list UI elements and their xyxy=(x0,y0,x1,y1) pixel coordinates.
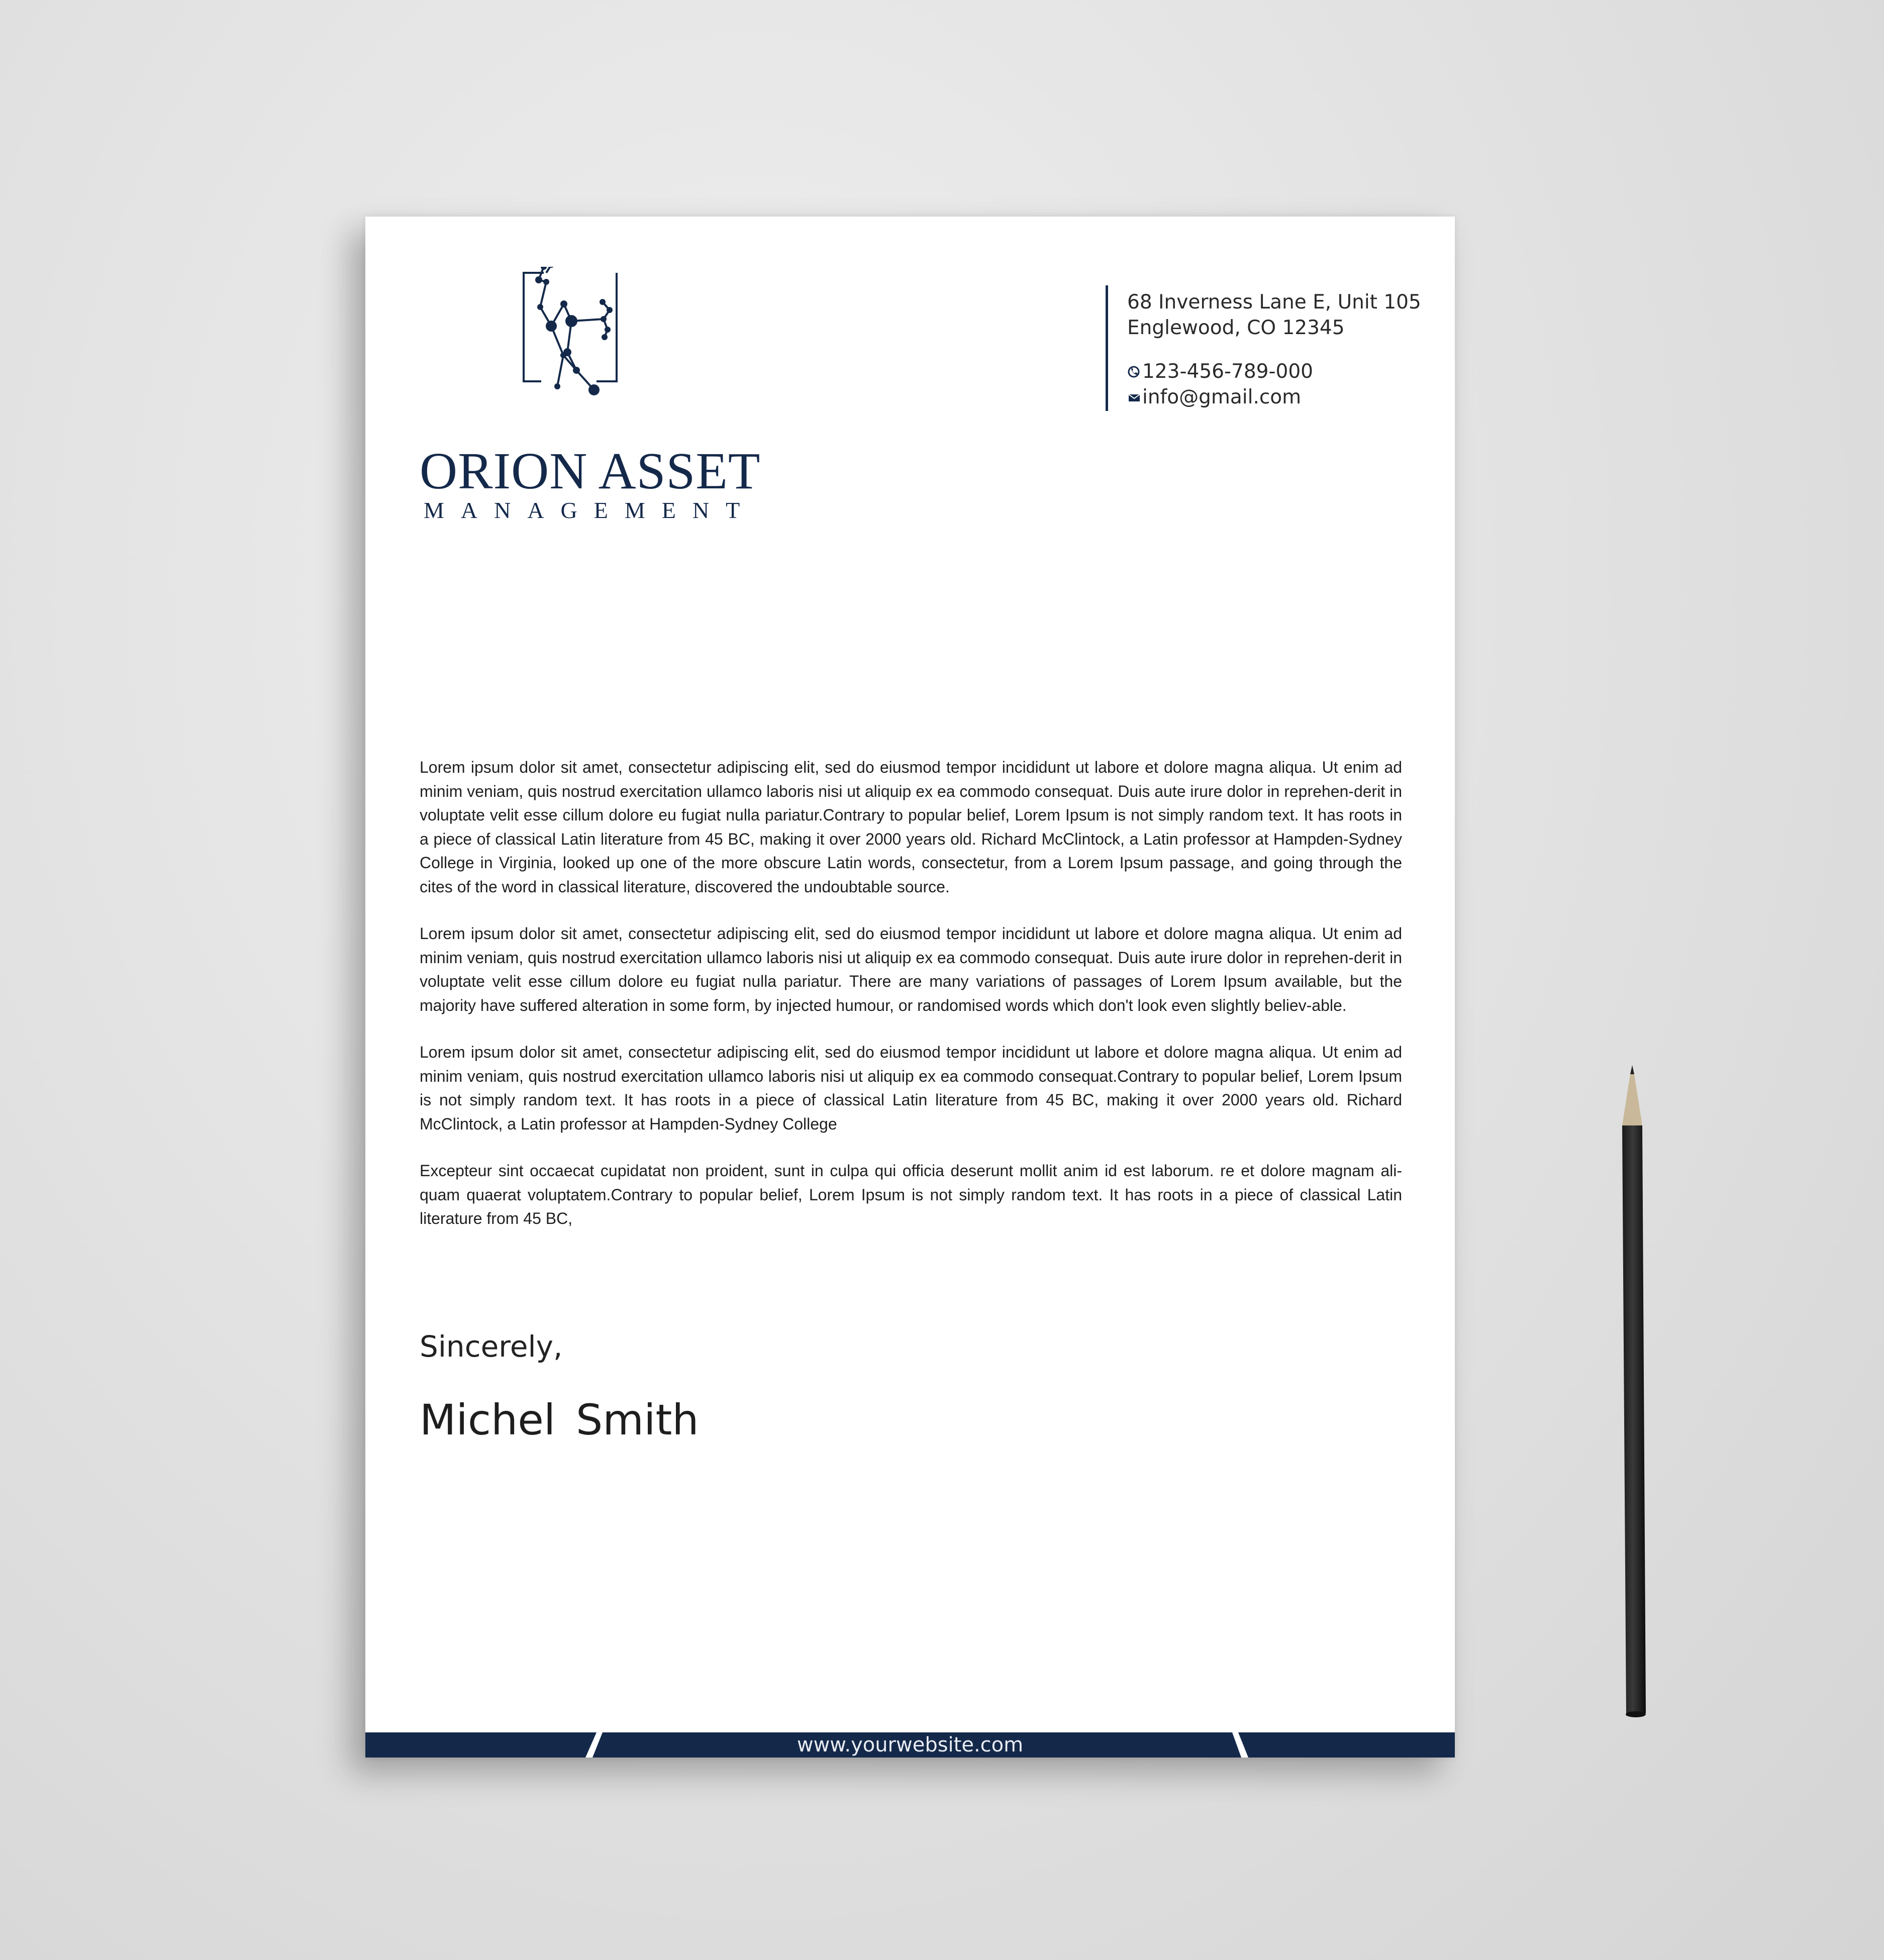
letterhead-page xyxy=(365,217,1455,1758)
phone-number[interactable]: 123-456-789-000 xyxy=(1142,360,1313,383)
closing-line: Sincerely, xyxy=(420,1329,563,1364)
email-row xyxy=(1127,384,1439,410)
contact-divider xyxy=(1106,285,1108,411)
signature-name: Michel Smith xyxy=(420,1395,699,1445)
website-link[interactable]: www.yourwebsite.com xyxy=(797,1733,1024,1757)
body-paragraph: Excepteur sint occaecat cupidatat non proident, sunt in culpa qui officia deserunt mollit anim id est laborum. re et dolore magnam ali-quam quaerat voluptatem.Contrary to popular belief, Lorem Ipsum is not simply random text. It has roots in a piece of classical Latin literature from 45 BC, xyxy=(420,1162,1402,1227)
contact-block xyxy=(1127,289,1439,410)
body-paragraph: Lorem ipsum dolor sit amet, consectetur adipiscing elit, sed do eiusmod tempor incididunt ut labore et dolore magna aliqua. Ut enim ad minim veniam, quis nostrud exercitation ullamco laboris nisi ut aliquip ex ea commodo consequat. Duis aute irure dolor in reprehen-derit in voluptate velit esse cillum dolore eu fugiat nulla pariatur. There are many variations of passages of Lorem Ipsum available, but the majority have suffered alteration in some form, by injected humour, or randomised words which don't look even slightly believ-able. xyxy=(420,924,1402,1014)
email-address[interactable]: info@gmail.com xyxy=(1142,386,1302,408)
phone-icon xyxy=(1127,359,1142,384)
brand-subtitle: MANAGEMENT xyxy=(424,497,757,523)
address-line-2: Englewood, CO 12345 xyxy=(1127,317,1345,339)
phone-row xyxy=(1127,359,1439,384)
body-paragraph: Lorem ipsum dolor sit amet, consectetur adipiscing elit, sed do eiusmod tempor incididunt ut labore et dolore magna aliqua. Ut enim ad minim veniam, quis nostrud exercitation ullamco laboris nisi ut aliquip ex ea commodo consequat. Duis aute irure dolor in reprehen-derit in voluptate velit esse cillum dolore eu fugiat nulla pariatur.Contrary to popular belief, Lorem Ipsum is not simply random text. It has roots in a piece of classical Latin literature from 45 BC, making it over 2000 years old. Richard McClintock, a Latin professor at Hampden-Sydney College in Virginia, looked up one of the more obscure Latin words, consectetur, from a Lorem Ipsum passage, and going through the cites of the word in classical literature, discovered the undoubtable source. xyxy=(420,758,1402,896)
address-line-1: 68 Inverness Lane E, Unit 105 xyxy=(1127,291,1421,314)
pencil-icon xyxy=(1617,1065,1647,1718)
envelope-icon xyxy=(1127,384,1142,410)
letter-body xyxy=(420,756,1402,1254)
brand-name: ORION ASSET xyxy=(420,442,761,500)
body-paragraph: Lorem ipsum dolor sit amet, consectetur adipiscing elit, sed do eiusmod tempor incididunt ut labore et dolore magna aliqua. Ut enim ad minim veniam, quis nostrud exercitation ullamco laboris nisi ut aliquip ex ea commodo consequat.Contrary to popular belief, Lorem Ipsum is not simply random text. It has roots in a piece of classical Latin literature from 45 BC, making it over 2000 years old. Richard McClintock, a Latin professor at Hampden-Sydney College xyxy=(420,1043,1402,1133)
orion-constellation-icon xyxy=(516,267,667,418)
